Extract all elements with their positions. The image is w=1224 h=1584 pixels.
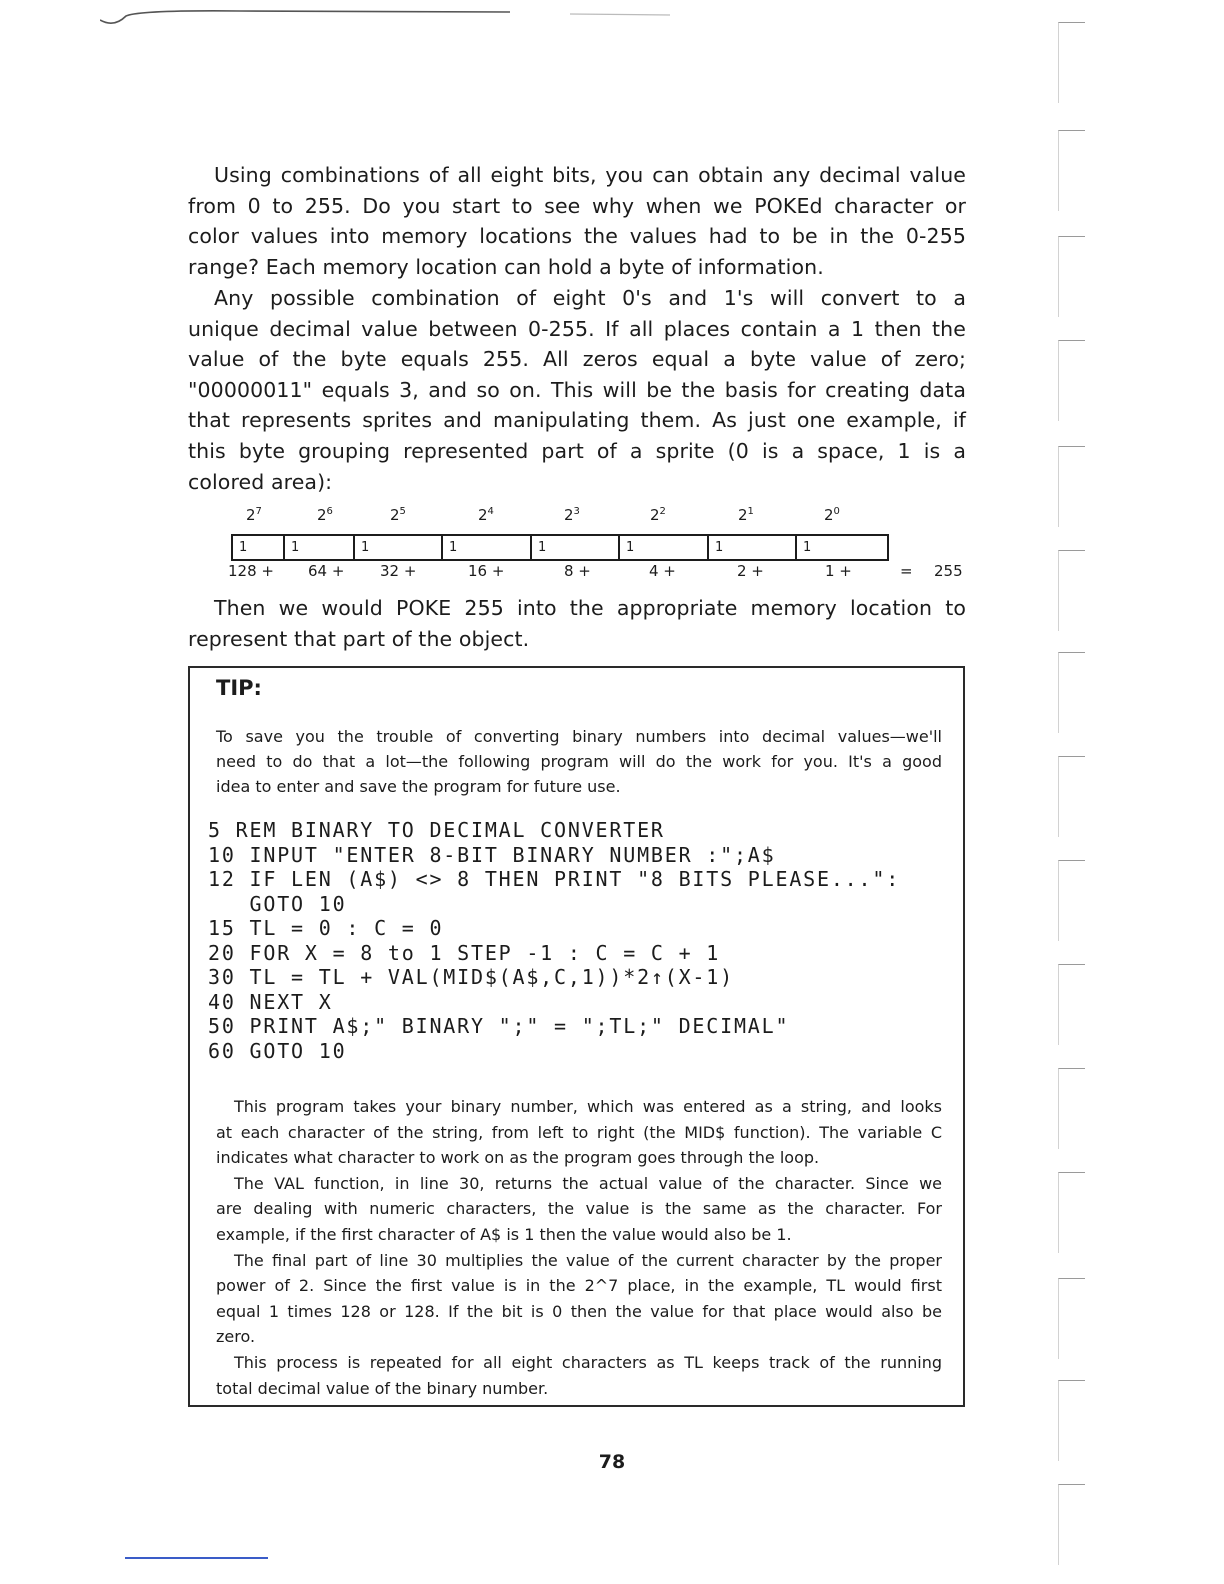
text-line: are dealing with numeric characters, the value is the same as the character. For xyxy=(216,1199,942,1219)
text-line: This process is repeated for all eight characters as TL keeps track of the running xyxy=(234,1352,942,1372)
bit-cell: 1 xyxy=(803,540,812,555)
text-line: example, if the first character of A$ is 1 then the value would also be 1. xyxy=(216,1224,792,1244)
text-line: need to do that a lot—the following program will do the work for you. It's a good xyxy=(216,752,942,772)
paragraph-2 xyxy=(188,283,966,497)
text-line: unique decimal value between 0-255. If all places contain a 1 then the xyxy=(188,316,966,341)
place-value: 128 + xyxy=(228,562,274,580)
index-tab xyxy=(1058,1278,1085,1359)
index-tab xyxy=(1058,964,1085,1045)
page-number: 78 xyxy=(598,1451,626,1473)
power-label: $2^4$ xyxy=(478,506,494,524)
pen-stroke-mark xyxy=(100,8,670,32)
text-line: color values into memory locations the values had to be in the 0-255 xyxy=(188,224,966,249)
text-line: that represents sprites and manipulating them. As just one example, if xyxy=(188,408,966,433)
power-label: $2^1$ xyxy=(738,506,754,524)
place-value: 32 + xyxy=(380,562,417,580)
index-tab xyxy=(1058,1172,1085,1253)
text-line: Any possible combination of eight 0's and 1's will convert to a xyxy=(214,286,966,310)
bottom-rule xyxy=(125,1557,268,1559)
power-label: $2^3$ xyxy=(564,506,580,524)
code-line: 5 REM BINARY TO DECIMAL CONVERTER xyxy=(208,818,665,842)
power-label: $2^7$ xyxy=(246,506,262,524)
bit-cell: 1 xyxy=(620,536,709,559)
text-line: colored area): xyxy=(188,469,333,494)
code-line: 60 GOTO 10 xyxy=(208,1038,347,1063)
text-line: represent that part of the object. xyxy=(188,626,530,651)
index-tab xyxy=(1058,1068,1085,1149)
code-line: 30 TL = TL + VAL(MID$(A$,C,1))*2↑(X-1) xyxy=(208,965,734,989)
text-line: power of 2. Since the first value is in the 2^7 place, in the example, TL would first xyxy=(216,1276,942,1296)
code-line: GOTO 10 xyxy=(208,891,347,916)
power-label: $2^6$ xyxy=(317,506,333,524)
text-line: This program takes your binary number, which was entered as a string, and looks xyxy=(234,1097,942,1116)
index-tab xyxy=(1058,1484,1085,1565)
code-line: 10 INPUT "ENTER 8-BIT BINARY NUMBER :";A$ xyxy=(208,842,776,867)
code-line: 40 NEXT X xyxy=(208,989,333,1014)
text-line: The VAL function, in line 30, returns the actual value of the character. Since we xyxy=(234,1173,942,1193)
index-tab xyxy=(1058,550,1085,631)
text-line: this byte grouping represented part of a sprite (0 is a space, 1 is a xyxy=(188,438,966,463)
text-line: equal 1 times 128 or 128. If the bit is 0 then the value for that place would also be xyxy=(216,1301,942,1321)
power-label: $2^2$ xyxy=(650,506,666,524)
tip-explanation xyxy=(216,1094,942,1401)
paragraph-3 xyxy=(188,593,966,654)
text-line: The final part of line 30 multiplies the value of the current character by the proper xyxy=(234,1250,942,1270)
index-tab xyxy=(1058,22,1085,103)
tip-intro xyxy=(216,724,942,800)
index-tab xyxy=(1058,236,1085,317)
text-line: total decimal value of the binary number. xyxy=(216,1378,549,1398)
index-tab xyxy=(1058,340,1085,421)
place-value: 2 + xyxy=(737,562,764,580)
code-line: 15 TL = 0 : C = 0 xyxy=(208,916,444,940)
tip-box xyxy=(188,666,965,1407)
text-line: zero. xyxy=(216,1327,256,1347)
equals-sign: = xyxy=(900,562,913,580)
power-label: $2^5$ xyxy=(390,506,406,524)
index-tab xyxy=(1058,652,1085,733)
code-line: 20 FOR X = 8 to 1 STEP -1 : C = C + 1 xyxy=(208,940,721,965)
bit-place-table xyxy=(228,506,978,586)
place-value: 4 + xyxy=(649,562,676,580)
basic-program-listing xyxy=(208,818,958,1063)
bit-cell: 1 xyxy=(443,536,532,559)
bit-cell: 1 xyxy=(355,536,443,559)
paragraph-1 xyxy=(188,160,966,282)
index-tab xyxy=(1058,1380,1085,1461)
index-tab xyxy=(1058,130,1085,211)
bit-cell: 1 xyxy=(285,536,355,559)
text-line: Using combinations of all eight bits, you can obtain any decimal value xyxy=(214,163,966,187)
text-line: "00000011" equals 3, and so on. This will be the basis for creating data xyxy=(188,377,966,402)
margin-index-tabs xyxy=(1040,0,1100,1584)
place-value: 64 + xyxy=(308,562,345,580)
index-tab xyxy=(1058,860,1085,941)
text-line: indicates what character to work on as the program goes through the loop. xyxy=(216,1148,820,1168)
place-value: 1 + xyxy=(825,562,852,580)
code-line: 50 PRINT A$;" BINARY ";" = ";TL;" DECIMAL" xyxy=(208,1014,790,1038)
text-line: Then we would POKE 255 into the appropriate memory location to xyxy=(214,596,966,620)
text-line: value of the byte equals 255. All zeros equal a byte value of zero; xyxy=(188,347,966,372)
bit-cell: 1 xyxy=(532,536,620,559)
place-value: 16 + xyxy=(468,562,505,580)
power-label: $2^0$ xyxy=(824,506,840,524)
bit-cell: 1 xyxy=(233,536,285,559)
place-value: 8 + xyxy=(564,562,591,580)
text-line: range? Each memory location can hold a byte of information. xyxy=(188,254,824,279)
text-line: at each character of the string, from left to right (the MID$ function). The variable C xyxy=(216,1122,942,1142)
index-tab xyxy=(1058,756,1085,837)
text-line: To save you the trouble of converting binary numbers into decimal values—we'll xyxy=(216,727,942,746)
total-value: 255 xyxy=(934,562,963,580)
bit-cell: 1 xyxy=(709,536,797,559)
tip-title: TIP: xyxy=(216,676,262,700)
text-line: idea to enter and save the program for future use. xyxy=(216,777,621,797)
index-tab xyxy=(1058,446,1085,527)
code-line: 12 IF LEN (A$) <> 8 THEN PRINT "8 BITS PLEASE...": xyxy=(208,867,901,891)
bit-cells xyxy=(231,534,889,561)
text-line: from 0 to 255. Do you start to see why when we POKEd character or xyxy=(188,193,966,218)
